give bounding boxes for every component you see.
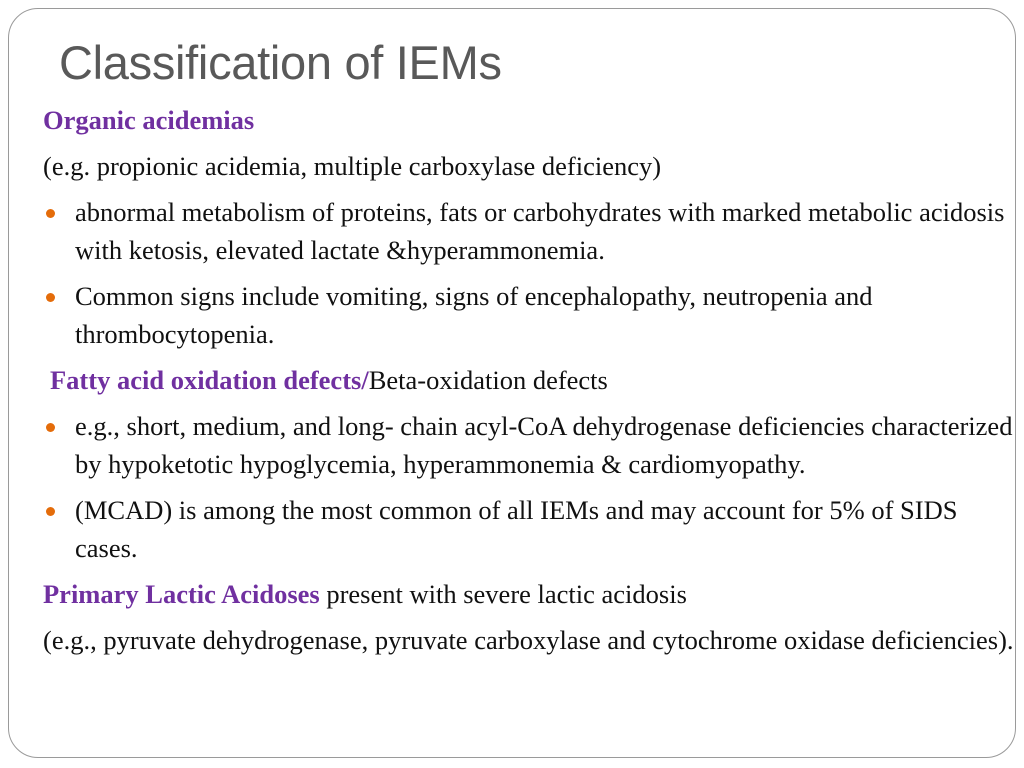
bullet-item xyxy=(43,277,1018,353)
heading-text: Fatty acid oxidation defects/ xyxy=(50,365,369,395)
slide-title: Classification of IEMs xyxy=(59,36,502,89)
bullet-text: e.g., short, medium, and long- chain acyl-CoA dehydrogenase deficiencies characterized by hypoketotic hypoglycemia, hyperammonemia & cardiomyopathy. xyxy=(75,411,1013,479)
slide-body xyxy=(43,101,1018,659)
section-heading-organic-acidemias xyxy=(43,101,1018,139)
bullet-text: Common signs include vomiting, signs of encephalopathy, neutropenia and thrombocytopenia. xyxy=(75,281,873,349)
heading-text: Organic acidemias xyxy=(43,105,255,135)
bullet-item xyxy=(43,193,1018,269)
bullet-dot-icon xyxy=(46,209,55,218)
heading-suffix: present with severe lactic acidosis xyxy=(319,579,687,609)
section-heading-primary-lactic-acidoses xyxy=(43,575,1018,613)
section-heading-fatty-acid-oxidation xyxy=(43,361,1018,399)
bullet-text: abnormal metabolism of proteins, fats or carbohydrates with marked metabolic acidosis with ketosis, elevated lactate &hyperammonemia. xyxy=(75,197,1005,265)
bullet-dot-icon xyxy=(46,423,55,432)
section-note-primary-lactic-acidoses: (e.g., pyruvate dehydrogenase, pyruvate carboxylase and cytochrome oxidase deficiencies). xyxy=(43,625,1014,655)
bullet-dot-icon xyxy=(46,293,55,302)
bullet-text: (MCAD) is among the most common of all IEMs and may account for 5% of SIDS cases. xyxy=(75,495,958,563)
heading-suffix: Beta-oxidation defects xyxy=(368,365,608,395)
section-note-organic-acidemias: (e.g. propionic acidemia, multiple carboxylase deficiency) xyxy=(43,151,662,181)
bullet-item xyxy=(43,407,1018,483)
slide-frame xyxy=(8,8,1016,758)
bullet-item xyxy=(43,491,1018,567)
bullet-dot-icon xyxy=(46,507,55,516)
heading-text: Primary Lactic Acidoses xyxy=(43,579,320,609)
